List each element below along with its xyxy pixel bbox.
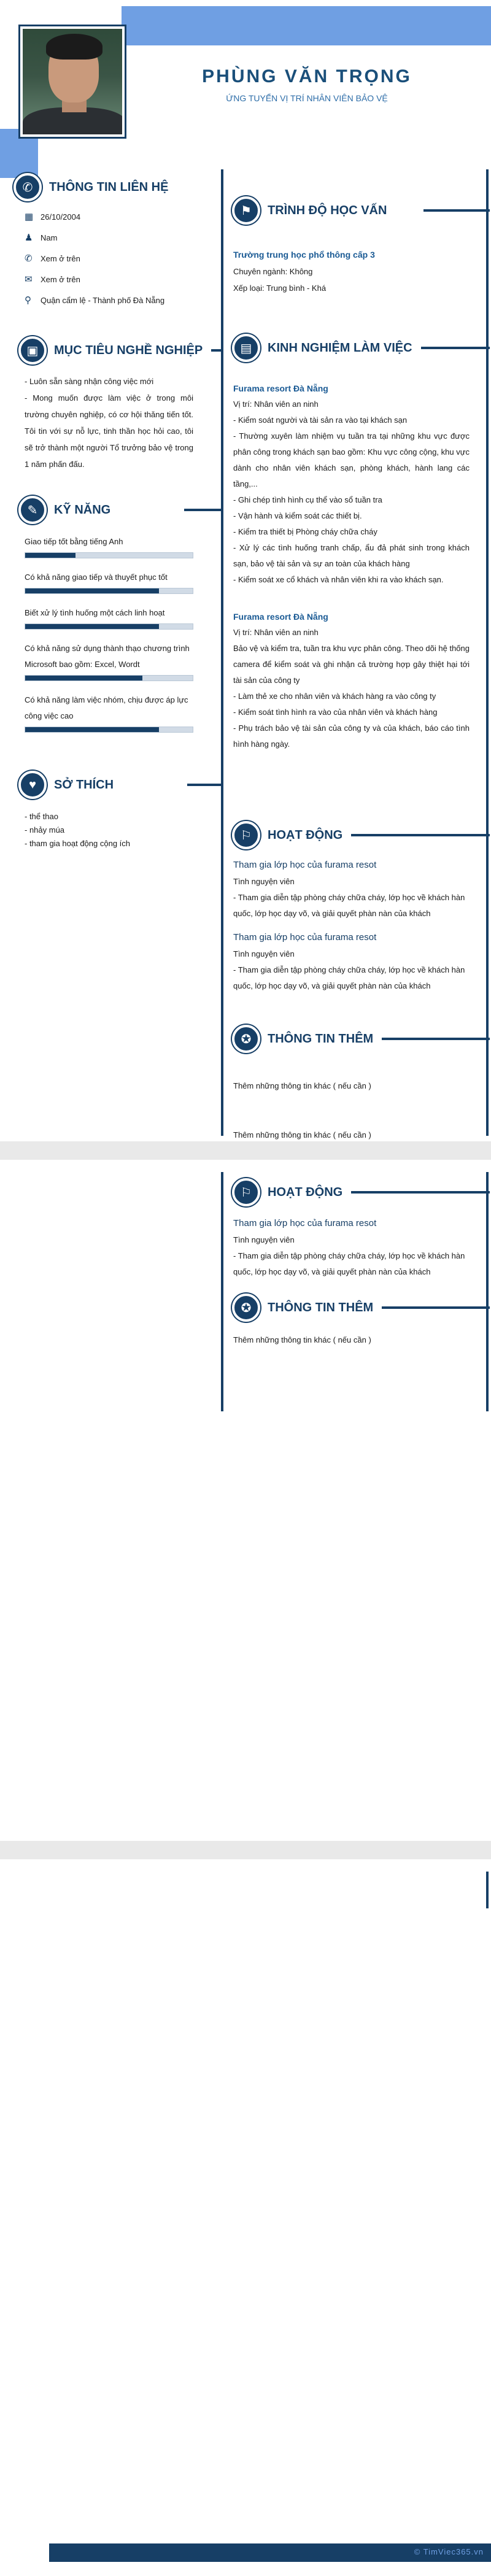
- job-company: Furama resort Đà Nẵng: [233, 612, 328, 622]
- section-rule: [351, 834, 490, 836]
- contact-phone: ✆ Xem ở trên: [25, 253, 80, 264]
- more-info-line: Thêm những thông tin khác ( nếu cần ): [233, 1130, 371, 1140]
- skill-label: Giao tiếp tốt bằng tiếng Anh: [25, 537, 123, 546]
- skill-level-fill: [25, 588, 159, 593]
- activity-role: Tình nguyện viên: [233, 877, 295, 886]
- job-company: Furama resort Đà Nẵng: [233, 384, 328, 393]
- education-details: [233, 247, 479, 296]
- activity-desc: - Tham gia diễn tập phòng cháy chữa cháy, lớp học về khách hàn quốc, lớp học dạy võ, và giải quyết phàn nàn của khách: [233, 965, 465, 990]
- skill-item: [25, 569, 193, 594]
- cv-page-3: [0, 1859, 491, 2576]
- skill-item: [25, 641, 193, 681]
- job-duty: - Làm thẻ xe cho nhân viên và khách hàng ra vào công ty: [233, 692, 436, 701]
- section-rule: [211, 349, 221, 352]
- contact-email: ✉ Xem ở trên: [25, 274, 80, 285]
- skill-item: [25, 692, 193, 733]
- job-duty: - Kiểm soát người và tài sản ra vào tại khách sạn: [233, 415, 408, 425]
- contact-section-heading: [14, 173, 220, 201]
- section-rule: [382, 1038, 490, 1040]
- section-rule: [421, 347, 490, 349]
- skill-level-bar: [25, 623, 193, 630]
- heart-icon: ♥: [18, 771, 47, 799]
- activity-title: Tham gia lớp học của furama resot: [233, 860, 377, 870]
- education-title: TRÌNH ĐỘ HỌC VẤN: [268, 203, 387, 217]
- calendar-icon: ▦: [25, 212, 34, 222]
- more-info-section-heading: [232, 1025, 490, 1053]
- hobby-item: - thể thao: [25, 812, 58, 821]
- more-info-title: THÔNG TIN THÊM: [268, 1300, 374, 1314]
- hobby-item: - nhảy múa: [25, 825, 65, 835]
- job-entry: [233, 609, 470, 752]
- briefcase-icon: ▤: [232, 334, 260, 362]
- skill-item: [25, 534, 193, 558]
- skill-level-bar: [25, 552, 193, 558]
- skill-label: Biết xử lý tình huống một cách linh hoạt: [25, 608, 165, 617]
- activity-role: Tình nguyện viên: [233, 949, 295, 958]
- job-duty: - Ghi chép tình hình cụ thể vào sổ tuần tra: [233, 495, 382, 504]
- activity-title: Tham gia lớp học của furama resot: [233, 1218, 377, 1228]
- hobbies-title: SỞ THÍCH: [54, 777, 114, 792]
- right-edge-line: [486, 1872, 489, 1908]
- cv-page-1: [0, 0, 491, 1141]
- job-duty: Bảo vệ và kiểm tra, tuần tra khu vực phân công. Theo dõi hệ thống camera để kiểm soát và ghi nhận cả trường hợp gây thiệt hại tới tài sản của công ty: [233, 644, 470, 685]
- skill-level-fill: [25, 727, 159, 732]
- activity-desc: - Tham gia diễn tập phòng cháy chữa cháy, lớp học về khách hàn quốc, lớp học dạy võ, và giải quyết phàn nàn của khách: [233, 1251, 465, 1276]
- job-role: Vị trí: Nhân viên an ninh: [233, 628, 319, 637]
- skill-level-bar: [25, 675, 193, 681]
- activity-desc: - Tham gia diễn tập phòng cháy chữa cháy, lớp học về khách hàn quốc, lớp học dạy võ, và giải quyết phàn nàn của khách: [233, 893, 465, 918]
- more-info-section-heading: [232, 1294, 490, 1322]
- skill-level-fill: [25, 553, 75, 558]
- hobbies-list: [25, 810, 193, 850]
- right-edge-line: [486, 1172, 489, 1411]
- profile-photo: [23, 29, 122, 134]
- education-major: Chuyên ngành: Không: [233, 267, 313, 276]
- compass-icon: ✪: [232, 1294, 260, 1322]
- skills-section-heading: [18, 496, 221, 524]
- skill-level-bar: [25, 727, 193, 733]
- section-rule: [187, 784, 221, 786]
- skill-level-fill: [25, 676, 142, 681]
- contact-birthdate: ▦ 26/10/2004: [25, 212, 81, 222]
- activities-list: [233, 857, 470, 994]
- more-info-title: THÔNG TIN THÊM: [268, 1032, 374, 1046]
- column-divider: [221, 1172, 223, 1411]
- objective-title: MỤC TIÊU NGHỀ NGHIỆP: [54, 343, 203, 357]
- skill-label: Có khả năng làm việc nhóm, chịu được áp lực công việc cao: [25, 695, 188, 720]
- more-info-list: [233, 1062, 470, 1141]
- school-name: Trường trung học phổ thông cấp 3: [233, 250, 375, 260]
- activities-title: HOẠT ĐỘNG: [268, 828, 343, 842]
- experience-section-heading: [232, 334, 490, 362]
- applied-position: ỨNG TUYỂN VỊ TRÍ NHÂN VIÊN BẢO VỆ: [226, 93, 388, 103]
- experience-title: KINH NGHIỆM LÀM VIỆC: [268, 341, 412, 355]
- right-edge-line: [486, 169, 489, 1136]
- header-band: [122, 6, 491, 45]
- flag-icon: ⚐: [232, 1178, 260, 1206]
- job-role: Vị trí: Nhân viên an ninh: [233, 399, 319, 409]
- avatar: [18, 25, 126, 139]
- contact-gender: ♟ Nam: [25, 233, 58, 243]
- job-duty: - Kiểm soát tình hình ra vào của nhân viên và khách hàng: [233, 708, 438, 717]
- activity-role: Tình nguyện viên: [233, 1235, 295, 1244]
- job-duty: - Vận hành và kiểm soát các thiết bị.: [233, 511, 362, 520]
- hobby-item: - tham gia hoạt động cộng ích: [25, 839, 131, 848]
- skill-label: Có khả năng sử dụng thành thạo chương trình Microsoft bao gồm: Excel, Wordt: [25, 644, 190, 669]
- job-duty: - Kiểm soát xe cổ khách và nhân viên khi ra vào khách sạn.: [233, 575, 444, 584]
- education-grade: Xếp loại: Trung bình - Khá: [233, 283, 327, 293]
- activities-section-heading: [232, 821, 490, 849]
- activities-section-heading: [232, 1178, 490, 1206]
- section-rule: [382, 1306, 490, 1309]
- section-rule: [351, 1191, 490, 1194]
- activity-title: Tham gia lớp học của furama resot: [233, 932, 377, 943]
- contact-address: ⚲ Quận cẩm lệ - Thành phố Đà Nẵng: [25, 295, 165, 306]
- compass-icon: ✪: [232, 1025, 260, 1053]
- skill-label: Có khả năng giao tiếp và thuyết phục tốt: [25, 573, 168, 582]
- experience-list: [233, 380, 470, 752]
- skill-level-fill: [25, 624, 159, 629]
- skills-title: KỸ NĂNG: [54, 503, 111, 517]
- candidate-name: PHÙNG VĂN TRỌNG: [202, 66, 412, 87]
- contact-title: THÔNG TIN LIÊN HỆ: [49, 180, 169, 194]
- graduation-cap-icon: ⚑: [232, 196, 260, 225]
- more-info-line: Thêm những thông tin khác ( nếu cần ): [233, 1081, 371, 1090]
- section-rule: [184, 509, 221, 511]
- activity-entry: [233, 857, 470, 922]
- hobbies-section-heading: [18, 771, 221, 799]
- activity-entry: [233, 1215, 470, 1280]
- column-divider: [221, 169, 223, 1136]
- job-duty: - Phụ trách bảo vệ tài sản của công ty và của khách, báo cáo tình hình hàng ngày.: [233, 723, 470, 749]
- watermark: © TimViec365.vn: [414, 2547, 484, 2556]
- email-icon: ✉: [25, 274, 33, 285]
- more-info-line: Thêm những thông tin khác ( nếu cần ): [233, 1335, 371, 1344]
- job-entry: [233, 380, 470, 588]
- objective-text: - Luôn sẵn sàng nhận công việc mới - Mong muốn được làm việc ở trong môi trường chuyên nghiệp, có cơ hội thăng tiến tốt. Tôi tin với sự nỗ lực, tinh thần học hỏi cao, tôi sẽ trở thành một người Tổ trưởng bảo vệ trong 1 năm phấn đấu.: [25, 377, 193, 469]
- location-icon: ⚲: [25, 295, 31, 306]
- objective-section-heading: [18, 336, 221, 364]
- phone-icon: ✆: [14, 173, 42, 201]
- contact-list: [25, 206, 215, 310]
- job-duty: - Xử lý các tình huống tranh chấp, ẩu đả phát sinh trong khách sạn, bảo vệ tài sản và sự an toàn của khách hàng: [233, 543, 470, 568]
- job-duty: - Thường xuyên làm nhiệm vụ tuần tra tại những khu vực được phân công trong khách sạn bao gồm: Khu vực công cộng, khu vực dành cho nhân viên khách sạn, phòng khách, hành lang các tầng,...: [233, 431, 470, 488]
- person-icon: ♟: [25, 233, 33, 243]
- skill-item: [25, 605, 193, 630]
- skills-list: [25, 534, 193, 744]
- phone-icon: ✆: [25, 253, 33, 264]
- activities-title: HOẠT ĐỘNG: [268, 1185, 343, 1199]
- flag-icon: ⚐: [232, 821, 260, 849]
- activity-entry: [233, 929, 470, 994]
- skill-level-bar: [25, 588, 193, 594]
- job-duty: - Kiểm tra thiết bị Phòng cháy chữa cháy: [233, 527, 377, 536]
- education-section-heading: [232, 196, 490, 225]
- briefcase-icon: ▣: [18, 336, 47, 364]
- section-rule: [423, 209, 490, 212]
- tools-icon: ✎: [18, 496, 47, 524]
- cv-page-2: [0, 1160, 491, 1841]
